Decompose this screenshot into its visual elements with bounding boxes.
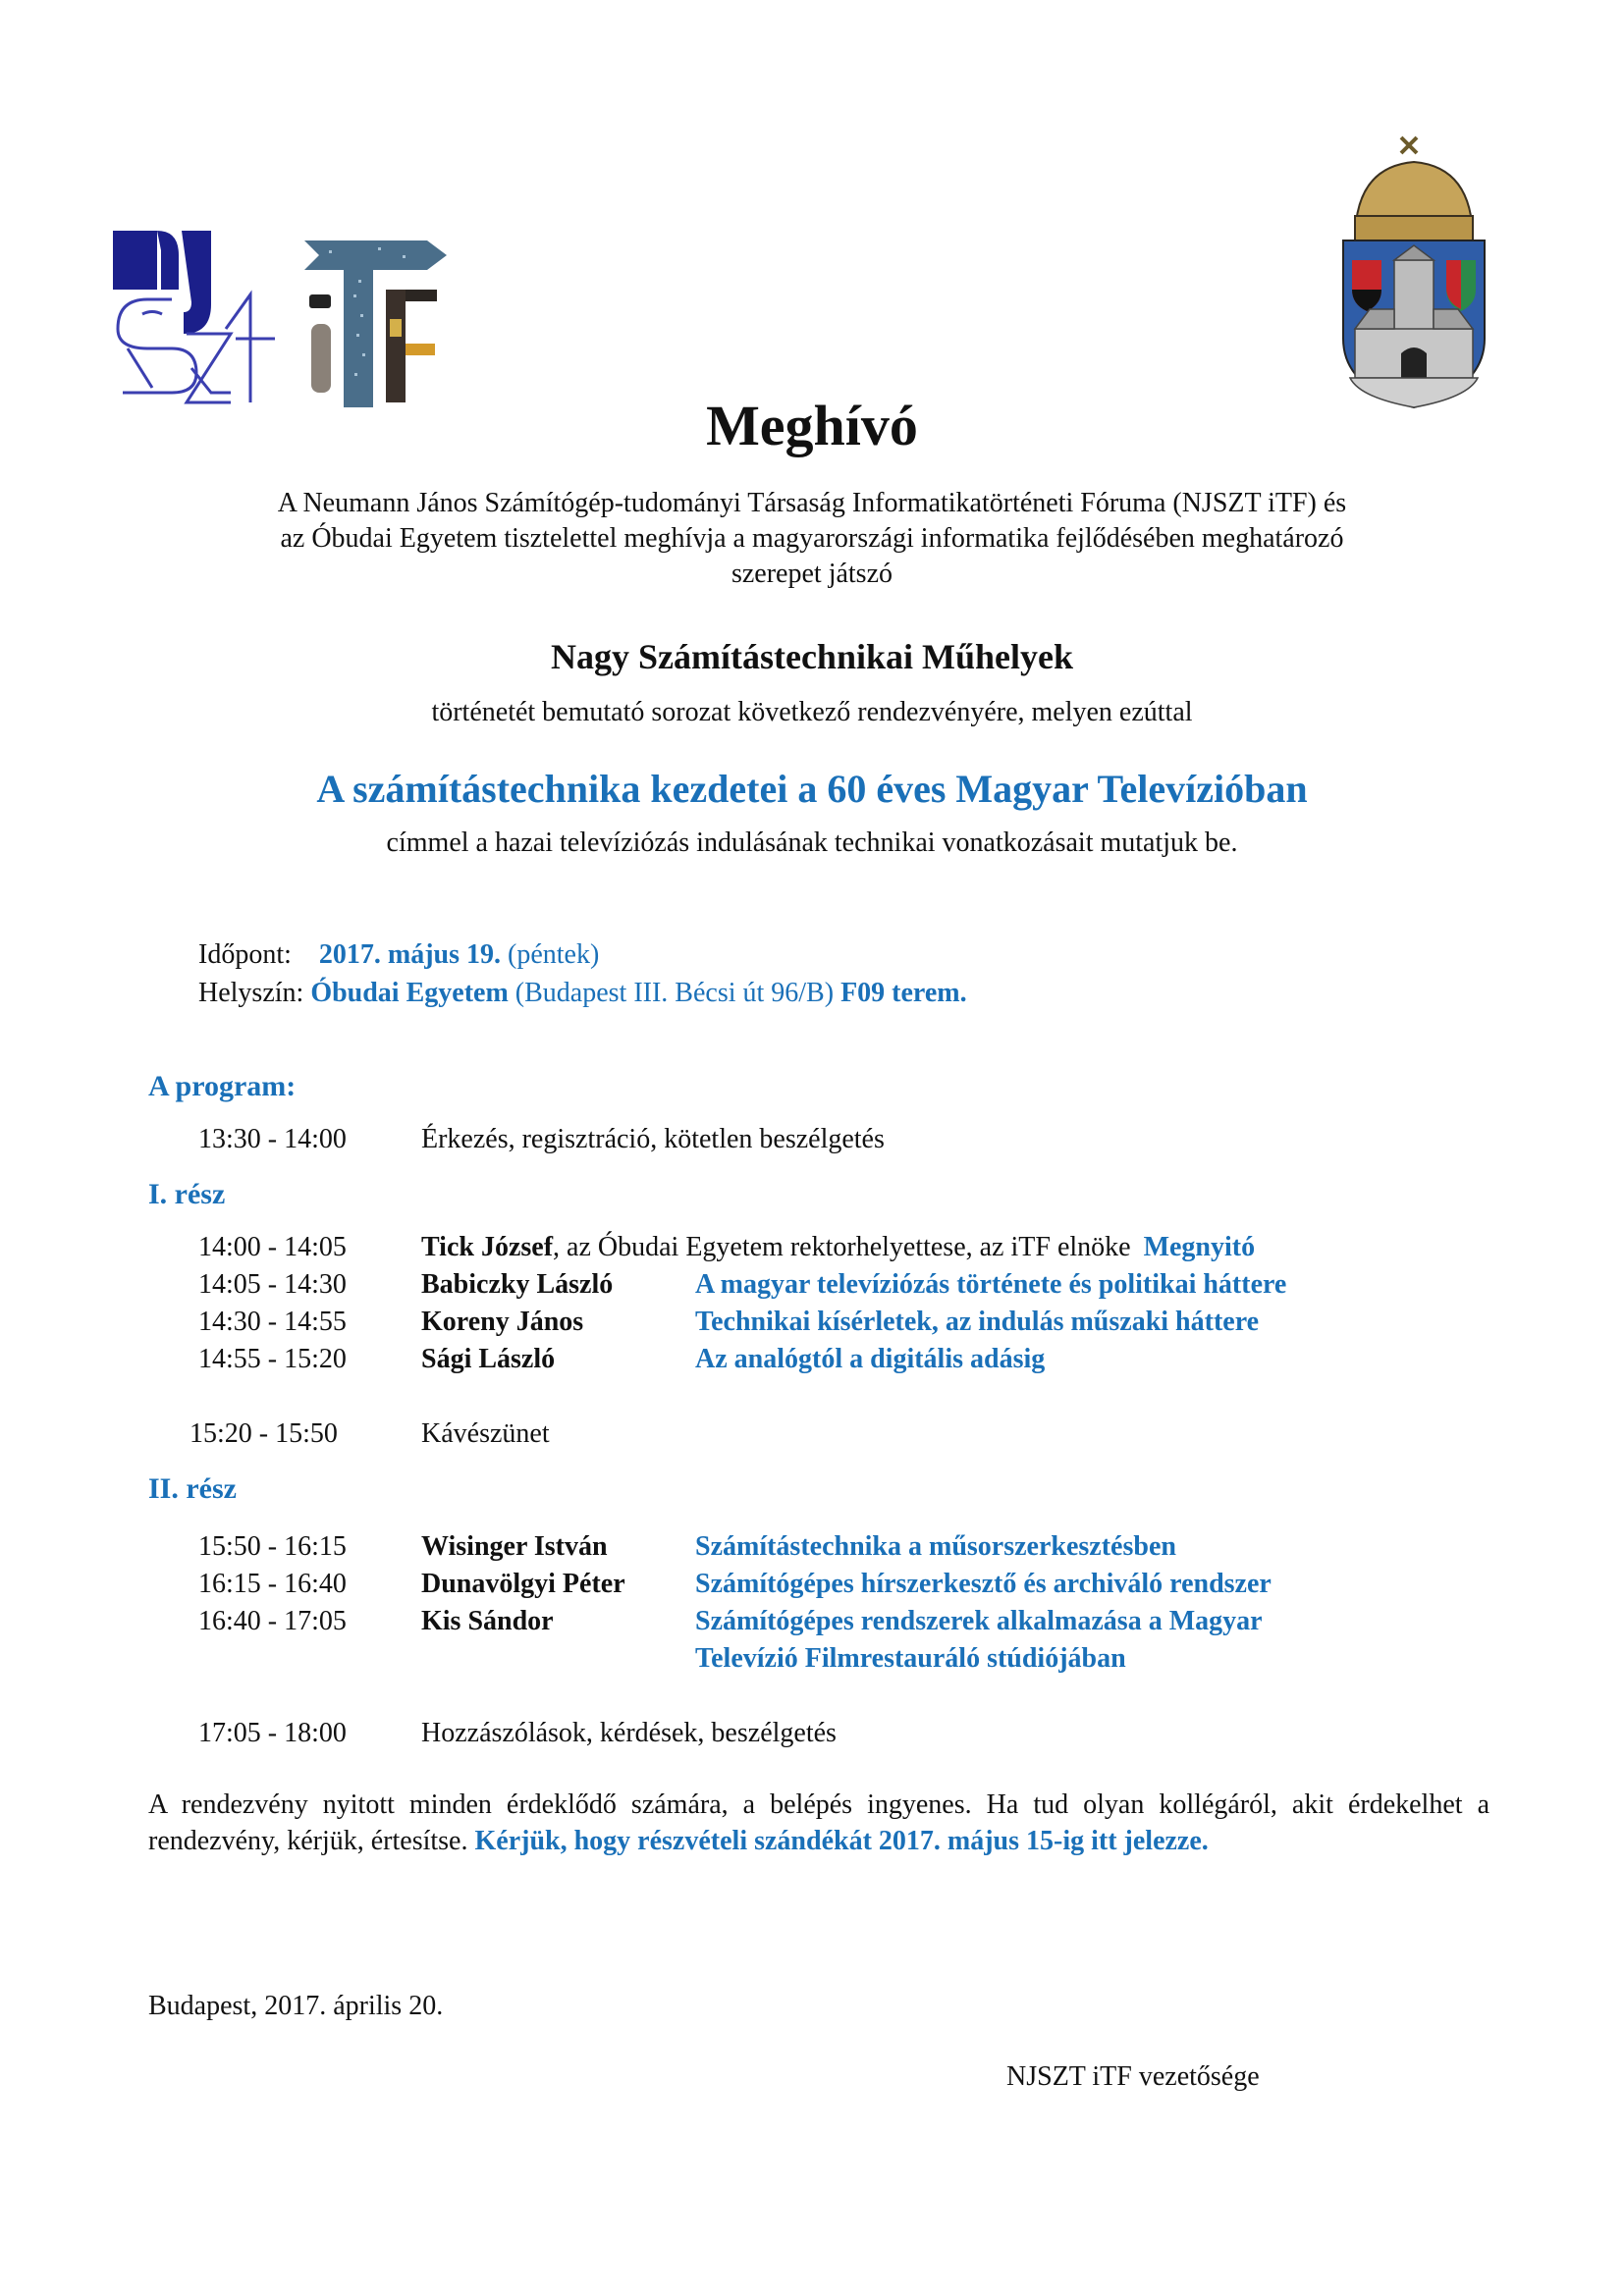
talk-title: Számítástechnika a műsorszerkesztésben bbox=[695, 1531, 1176, 1562]
njszt-logo bbox=[113, 221, 280, 407]
signature: NJSZT iTF vezetősége bbox=[1006, 2061, 1260, 2092]
venue-address: (Budapest III. Bécsi út 96/B) bbox=[514, 978, 835, 1008]
event-title: A számítástechnika kezdetei a 60 éves Magyar Televízióban bbox=[316, 767, 1308, 811]
schedule-time: 15:50 - 16:15 bbox=[198, 1531, 347, 1562]
event-weekday: (péntek) bbox=[508, 939, 600, 970]
event-date: 2017. május 19. bbox=[318, 939, 502, 970]
part1-heading: I. rész bbox=[148, 1178, 226, 1210]
intro-line: az Óbudai Egyetem tisztelettel meghívja a magyarországi informatika fejlődésében meghatározó bbox=[280, 523, 1344, 554]
date-line: Budapest, 2017. április 20. bbox=[148, 1991, 444, 2021]
location-label: Helyszín: bbox=[198, 978, 304, 1008]
venue-name: Óbudai Egyetem bbox=[310, 978, 509, 1008]
speaker-name: Tick József bbox=[421, 1232, 554, 1262]
discussion-time: 17:05 - 18:00 bbox=[198, 1718, 347, 1748]
schedule-time: 14:00 - 14:05 bbox=[198, 1232, 347, 1262]
speaker-role: , az Óbudai Egyetem rektorhelyettese, az iTF elnöke bbox=[553, 1232, 1131, 1262]
date-label: Időpont: bbox=[198, 939, 292, 970]
event-date-row bbox=[198, 939, 599, 971]
program-heading: A program: bbox=[148, 1070, 297, 1102]
talk-title: Számítógépes hírszerkesztő és archiváló rendszer bbox=[695, 1569, 1272, 1599]
schedule-row-opening bbox=[421, 1232, 1255, 1263]
arrival-text: Érkezés, regisztráció, kötetlen beszélgetés bbox=[421, 1124, 885, 1154]
part2-heading: II. rész bbox=[148, 1472, 237, 1505]
speaker-name: Babiczky László bbox=[421, 1269, 614, 1300]
speaker-name: Sági László bbox=[421, 1344, 556, 1374]
talk-title-continued: Televízió Filmrestauráló stúdiójában bbox=[695, 1643, 1126, 1674]
itf-logo bbox=[299, 236, 457, 407]
break-time: 15:20 - 15:50 bbox=[189, 1418, 338, 1449]
venue-room: F09 terem. bbox=[840, 978, 967, 1008]
intro-line: szerepet játszó bbox=[731, 559, 893, 589]
closing-text: A rendezvény nyitott minden érdeklődő számára, a belépés ingyenes. Ha tud olyan kollégáról, akit érdekelhet a rendezvény, kérjük, értesítse. bbox=[148, 1789, 1489, 1856]
closing-paragraph bbox=[148, 1787, 1489, 1859]
talk-title: Technikai kísérletek, az indulás műszaki háttere bbox=[695, 1307, 1260, 1337]
event-location-row bbox=[198, 978, 967, 1009]
series-title: Nagy Számítástechnikai Műhelyek bbox=[550, 637, 1073, 676]
event-subtitle: címmel a hazai televíziózás indulásának technikai vonatkozásait mutatjuk be. bbox=[386, 828, 1238, 858]
speaker-name: Kis Sándor bbox=[421, 1606, 554, 1636]
schedule-time: 14:55 - 15:20 bbox=[198, 1344, 347, 1374]
speaker-name: Dunavölgyi Péter bbox=[421, 1569, 625, 1599]
schedule-time: 14:30 - 14:55 bbox=[198, 1307, 347, 1337]
talk-title: Az analógtól a digitális adásig bbox=[695, 1344, 1046, 1374]
break-text: Kávészünet bbox=[421, 1418, 550, 1449]
page-title: Meghívó bbox=[706, 394, 918, 457]
obuda-university-crest bbox=[1340, 133, 1488, 412]
schedule-time: 16:15 - 16:40 bbox=[198, 1569, 347, 1599]
intro-paragraph bbox=[0, 486, 1624, 592]
arrival-time: 13:30 - 14:00 bbox=[198, 1124, 347, 1154]
speaker-name: Wisinger István bbox=[421, 1531, 608, 1562]
talk-title: Megnyitó bbox=[1143, 1232, 1256, 1262]
talk-title: Számítógépes rendszerek alkalmazása a Magyar bbox=[695, 1606, 1263, 1636]
speaker-name: Koreny János bbox=[421, 1307, 584, 1337]
schedule-time: 14:05 - 14:30 bbox=[198, 1269, 347, 1300]
intro-line: A Neumann János Számítógép-tudományi Társaság Informatikatörténeti Fóruma (NJSZT iTF) és bbox=[277, 488, 1347, 518]
registration-link[interactable]: Kérjük, hogy részvételi szándékát 2017. május 15-ig itt jelezze. bbox=[474, 1826, 1209, 1856]
discussion-text: Hozzászólások, kérdések, beszélgetés bbox=[421, 1718, 837, 1748]
talk-title: A magyar televíziózás története és politikai háttere bbox=[695, 1269, 1287, 1300]
schedule-time: 16:40 - 17:05 bbox=[198, 1606, 347, 1636]
series-subtitle: történetét bemutató sorozat következő rendezvényére, melyen ezúttal bbox=[431, 697, 1193, 727]
